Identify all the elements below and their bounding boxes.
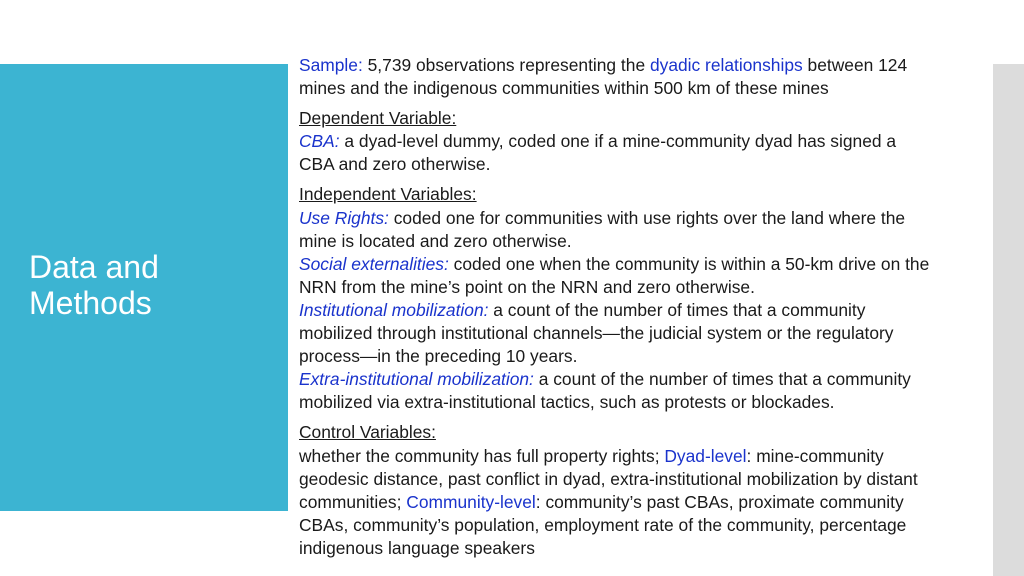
control-line-3-a: communities; (299, 491, 407, 512)
sample-block (299, 54, 999, 100)
section-title-line-2: Methods (29, 285, 152, 321)
institutional-mobilization-term: Institutional mobilization: (299, 299, 489, 320)
section-title-line-1: Data and (29, 249, 159, 285)
dependent-line-2: CBA and zero otherwise. (299, 154, 491, 175)
control-line-5: indigenous language speakers (299, 537, 535, 558)
extra-institutional-mobilization-line-1 (299, 368, 999, 391)
independent-variables-heading: Independent Variables: (299, 184, 477, 205)
use-rights-line-1 (299, 207, 999, 230)
control-text-b: : mine-community (746, 445, 884, 466)
dependent-variable-block (299, 107, 999, 176)
use-rights-line-2: mine is located and zero otherwise. (299, 230, 572, 251)
sample-text-a: 5,739 observations representing the (367, 55, 650, 75)
social-externalities-definition: coded one when the community is within a 50-km drive on the (448, 253, 930, 274)
independent-variables-block (299, 183, 999, 414)
control-text-a: whether the community has full property rights; (299, 445, 665, 466)
sample-line-1 (299, 54, 999, 77)
extra-institutional-mobilization-term: Extra-institutional mobilization: (299, 369, 534, 390)
institutional-mobilization-line-3: process—in the preceding 10 years. (299, 346, 578, 367)
extra-institutional-mobilization-line-2: mobilized via extra-institutional tactics, such as protests or blockades. (299, 392, 835, 413)
extra-institutional-mobilization-definition: a count of the number of times that a community (533, 369, 911, 390)
control-variables-block (299, 421, 999, 560)
use-rights-term: Use Rights: (299, 207, 389, 228)
control-line-3 (299, 491, 999, 514)
sample-line-2: mines and the indigenous communities within 500 km of these mines (299, 78, 829, 99)
institutional-mobilization-line-2: mobilized through institutional channels—the judicial system or the regulatory (299, 323, 894, 344)
dyad-level-label: Dyad-level (664, 445, 747, 466)
dependent-line-1 (299, 130, 999, 153)
community-level-label: Community-level (406, 491, 536, 512)
dyadic-relationships-highlight: dyadic relationships (649, 55, 803, 75)
sample-text-b: between 124 (802, 55, 908, 75)
control-line-4: CBAs, community’s population, employment rate of the community, percentage (299, 514, 907, 535)
institutional-mobilization-line-1 (299, 299, 999, 322)
use-rights-definition: coded one for communities with use rights over the land where the (388, 207, 906, 228)
control-variables-heading: Control Variables: (299, 422, 436, 443)
sample-label: Sample (299, 55, 358, 75)
control-line-3-b: : community’s past CBAs, proximate community (535, 491, 904, 512)
dependent-variable-heading: Dependent Variable: (299, 108, 457, 129)
social-externalities-line-2: NRN from the mine’s point on the NRN and zero otherwise. (299, 276, 755, 297)
control-line-2: geodesic distance, past conflict in dyad, extra-institutional mobilization by distant (299, 468, 918, 489)
cba-term: CBA: (299, 131, 340, 152)
sample-separator: : (357, 55, 368, 75)
section-title (29, 249, 159, 321)
cba-definition: a dyad-level dummy, coded one if a mine-community dyad has signed a (339, 131, 897, 152)
social-externalities-line-1 (299, 253, 999, 276)
control-line-1 (299, 445, 999, 468)
social-externalities-term: Social externalities: (299, 253, 449, 274)
slide-content (299, 54, 999, 560)
institutional-mobilization-definition: a count of the number of times that a community (488, 299, 866, 320)
